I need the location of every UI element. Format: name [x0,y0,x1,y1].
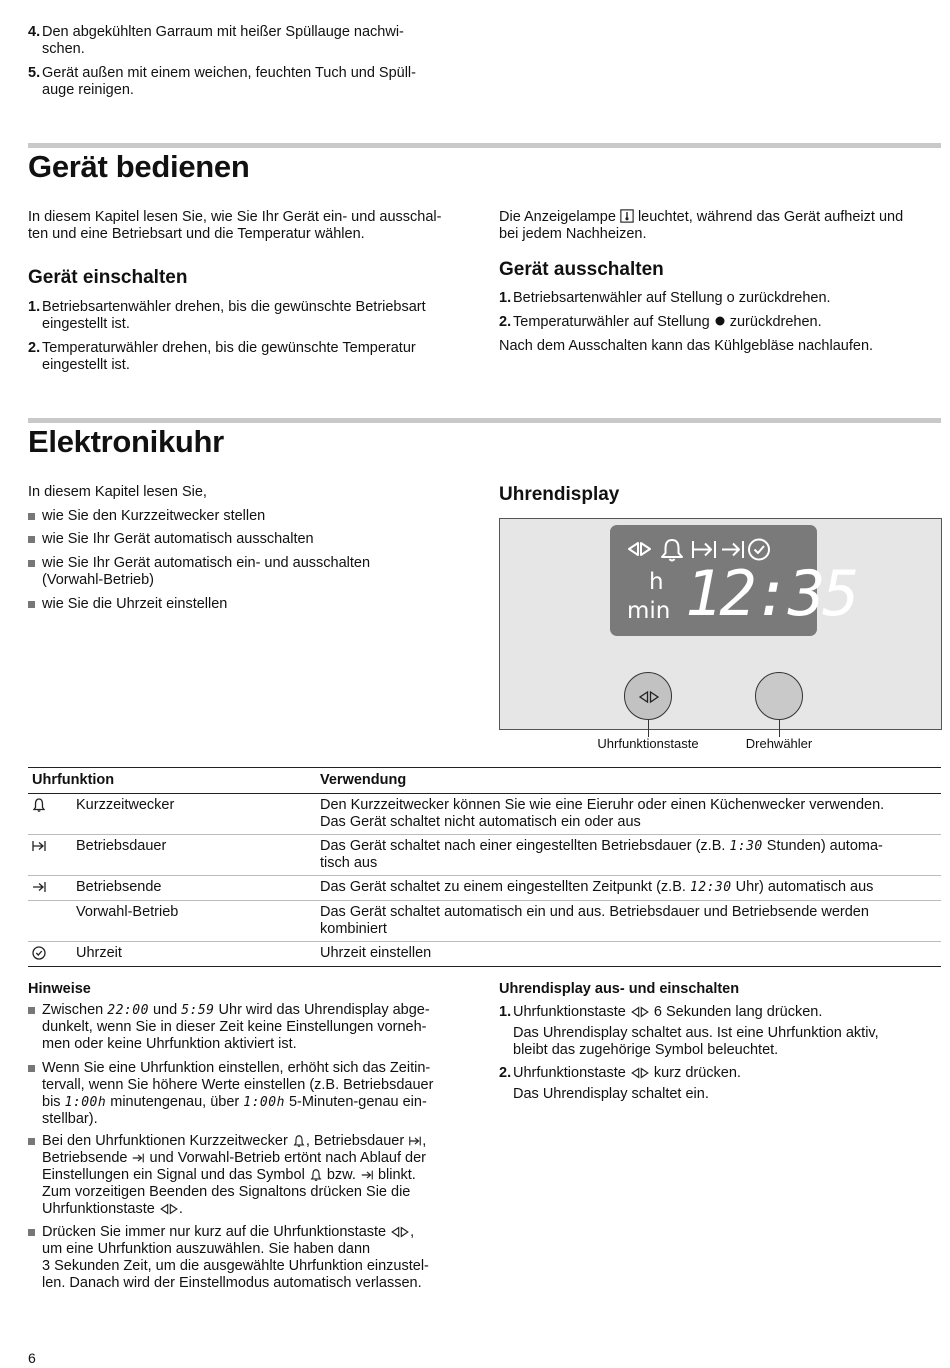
notes-title: Hinweise [28,981,91,997]
text-line: bei jedem Nachheizen. [499,226,647,242]
text-line: In diesem Kapitel lesen Sie, wie Sie Ihr Gerät ein- und ausschal- [28,209,442,225]
lcd-value: 22:00 [107,1003,149,1018]
text-line: stellbar). [42,1111,98,1127]
step-result: Das Uhrendisplay schaltet aus. Ist eine Uhrfunktion aktiv, [513,1025,879,1041]
text-span: Drücken Sie immer nur kurz auf die Uhrfunktionstaste [42,1224,387,1240]
text-line: wie Sie Ihr Gerät automatisch ein- und ausschalten [42,555,371,571]
leader-line [648,720,649,737]
text-line: Das Gerät schaltet nicht automatisch ein oder aus [320,814,641,830]
step-text: eingestellt ist. [42,357,130,373]
bullet-item [28,1002,482,1053]
text-span: kurz drücken. [653,1065,741,1081]
text-span: 5-Minuten-genau ein- [288,1094,427,1110]
text-span: , [410,1224,415,1240]
section-divider [28,418,941,423]
bullet-item: wie Sie die Uhrzeit einstellen [28,596,227,613]
arrows-icon [629,543,650,555]
step-result: Das Uhrendisplay schaltet ein. [513,1086,709,1102]
subsection-title: Uhrendisplay [499,484,620,505]
subsection-title: Gerät ausschalten [499,259,664,280]
step-text: Betriebsartenwähler drehen, bis die gewünschte Betriebsart [42,299,426,315]
step-item [28,65,468,99]
text-line: ten und eine Betriebsart und die Temperatur wählen. [28,226,365,242]
text-line: len. Danach wird der Einstellmodus automatisch verlassen. [42,1275,422,1291]
function-usage [320,876,941,901]
text-span: leuchtet, während das Gerät aufheizt und [637,209,904,225]
step-number: 4. [28,24,41,40]
text-span: und [152,1002,178,1018]
text-span: , Betriebsdauer [305,1133,405,1149]
text-span: Uhrfunktionstaste [513,1065,626,1081]
bell-icon [31,797,47,813]
step-number: 1. [499,1004,512,1020]
step-text: auge reinigen. [42,82,134,98]
step-text: Temperaturwähler drehen, bis die gewünschte Temperatur [42,340,416,356]
function-name: Betriebsende [76,876,320,901]
bullet-item [28,555,370,589]
clock-check [755,546,765,553]
text-span: bis [42,1094,61,1110]
section-divider [28,143,941,148]
clock-function-table [28,767,941,967]
text-span: Uhr) automatisch aus [735,879,874,895]
leader-line [779,720,780,737]
clock-function-button[interactable] [624,672,672,720]
text-span: Das Gerät schaltet nach einer eingestellten Betriebsdauer (z.B. [320,838,726,854]
text-line: Wenn Sie eine Uhrfunktion einstellen, erhöht sich das Zeitin- [42,1060,431,1076]
text-line: tisch aus [320,855,378,871]
bullet-item: wie Sie Ihr Gerät automatisch ausschalten [28,531,314,548]
button-label: Uhrfunktionstaste [597,736,699,751]
step-number: 1. [28,299,41,315]
clock-lcd-display [610,525,857,636]
text-line: 3 Sekunden Zeit, um die ausgewählte Uhrfunktion einzustel- [42,1258,429,1274]
function-usage: Uhrzeit einstellen [320,942,941,967]
step-item [28,340,473,374]
bell-icon [662,540,682,561]
arrows-icon [159,1202,179,1216]
text-span: Uhr wird das Uhrendisplay abge- [218,1002,430,1018]
text-span: bzw. [326,1167,356,1183]
step-text: Den abgekühlten Garraum mit heißer Spüllauge nachwi- [42,24,404,40]
step-text: schen. [42,41,85,57]
text-line: men oder keine Uhrfunktion aktiviert ist. [42,1036,297,1052]
table-header: Uhrfunktion [28,768,320,794]
bullet-item: wie Sie den Kurzzeitwecker stellen [28,508,265,525]
end-icon [722,541,743,558]
table-row [28,942,941,967]
lamp-paragraph [499,209,944,243]
text-line: um eine Uhrfunktion auszuwählen. Sie haben dann [42,1241,371,1257]
bell-icon [292,1134,306,1148]
section-title: Elektronikuhr [28,424,224,459]
note-text: Nach dem Ausschalten kann das Kühlgebläse nachlaufen. [499,338,874,354]
step-number: 2. [499,314,512,330]
subsection-title: Uhrendisplay aus- und einschalten [499,981,740,997]
lcd-value: 5:59 [181,1003,215,1018]
text-span: Stunden) automa- [766,838,883,854]
intro-paragraph [28,209,473,243]
time-readout: 12:35 [685,557,857,630]
function-name: Vorwahl-Betrieb [76,901,320,942]
intro-text: In diesem Kapitel lesen Sie, [28,484,207,500]
arrows-icon [630,1066,650,1080]
arrows-icon [630,1005,650,1019]
function-name: Uhrzeit [76,942,320,967]
text-line: dunkelt, wenn Sie in dieser Zeit keine Einstellungen vorneh- [42,1019,427,1035]
knob-label: Drehwähler [745,736,813,751]
function-usage [320,835,941,876]
text-span: , [422,1133,427,1149]
step-text: eingestellt ist. [42,316,130,332]
text-span: Bei den Uhrfunktionen Kurzzeitwecker [42,1133,288,1149]
step-result: bleibt das zugehörige Symbol beleuchtet. [513,1042,779,1058]
table-header-row [28,768,941,794]
table-row [28,901,941,942]
step-item [499,1004,944,1059]
end-icon [131,1151,145,1165]
step-text: Betriebsartenwähler auf Stellung o zurückdrehen. [513,290,831,306]
table-row [28,876,941,901]
text-span: Uhrfunktionstaste [513,1004,626,1020]
clock-icon [31,945,47,961]
text-span: zurückdrehen. [729,314,822,330]
page-number: 6 [28,1350,36,1366]
unit-hours-label: h [649,569,664,595]
step-number: 2. [499,1065,512,1081]
text-line: Zum vorzeitigen Beenden des Signaltons drücken Sie die [42,1184,411,1200]
table-header: Verwendung [320,768,941,794]
duration-icon [408,1134,422,1148]
text-span: blinkt. [377,1167,416,1183]
function-name: Betriebsdauer [76,835,320,876]
arrows-icon [636,689,662,705]
lcd-value: 1:30 [729,839,763,854]
lcd-value: 1:00h [64,1095,107,1110]
text-span: Betriebsende [42,1150,128,1166]
function-name: Kurzzeitwecker [76,794,320,835]
end-icon [360,1168,374,1182]
text-span: und Vorwahl-Betrieb ertönt nach Ablauf der [149,1150,426,1166]
text-span: 6 Sekunden lang drücken. [653,1004,823,1020]
text-line: (Vorwahl-Betrieb) [42,572,155,588]
duration-icon [693,541,715,558]
step-item [499,290,944,307]
step-number: 2. [28,340,41,356]
function-usage [320,794,941,835]
duration-icon [31,838,47,854]
text-span: . [178,1201,183,1217]
text-line: tervall, wenn Sie höhere Werte einstellen (z.B. Betriebsdauer [42,1077,434,1093]
text-line: Den Kurzzeitwecker können Sie wie eine Eieruhr oder einen Küchenwecker verwenden. [320,797,885,813]
text-span: Temperaturwähler auf Stellung [513,314,710,330]
bullet-item [28,1133,482,1218]
lcd-value: 12:30 [689,880,732,895]
step-item [499,1065,944,1103]
bullet-item [28,1060,482,1128]
filled-dot-icon [714,315,726,327]
table-row [28,794,941,835]
step-text: Gerät außen mit einem weichen, feuchten Tuch und Spüll- [42,65,416,81]
step-item [28,24,468,58]
rotary-knob[interactable] [755,672,803,720]
text-span: minutengenau, über [110,1094,240,1110]
bullet-item [28,1224,482,1292]
bell-icon [309,1168,323,1182]
step-number: 1. [499,290,512,306]
subsection-title: Gerät einschalten [28,267,188,288]
step-item [28,299,473,333]
table-row [28,835,941,876]
arrows-icon [390,1225,410,1239]
text-line: Das Gerät schaltet automatisch ein und aus. Betriebsdauer und Betriebsende werden [320,904,869,920]
text-span: Einstellungen ein Signal und das Symbol [42,1167,305,1183]
step-number: 5. [28,65,41,81]
text-span: Das Gerät schaltet zu einem eingestellten Zeitpunkt (z.B. [320,879,686,895]
end-icon [31,879,47,895]
thermometer-lamp-icon [620,209,634,223]
function-usage [320,901,941,942]
text-span: Uhrfunktionstaste [42,1201,155,1217]
lcd-value: 1:00h [243,1095,285,1110]
section-title: Gerät bedienen [28,149,250,184]
text-span: Die Anzeigelampe [499,209,616,225]
text-line: kombiniert [320,921,387,937]
text-span: Zwischen [42,1002,104,1018]
unit-minutes-label: min [627,598,671,624]
step-item [499,314,944,331]
